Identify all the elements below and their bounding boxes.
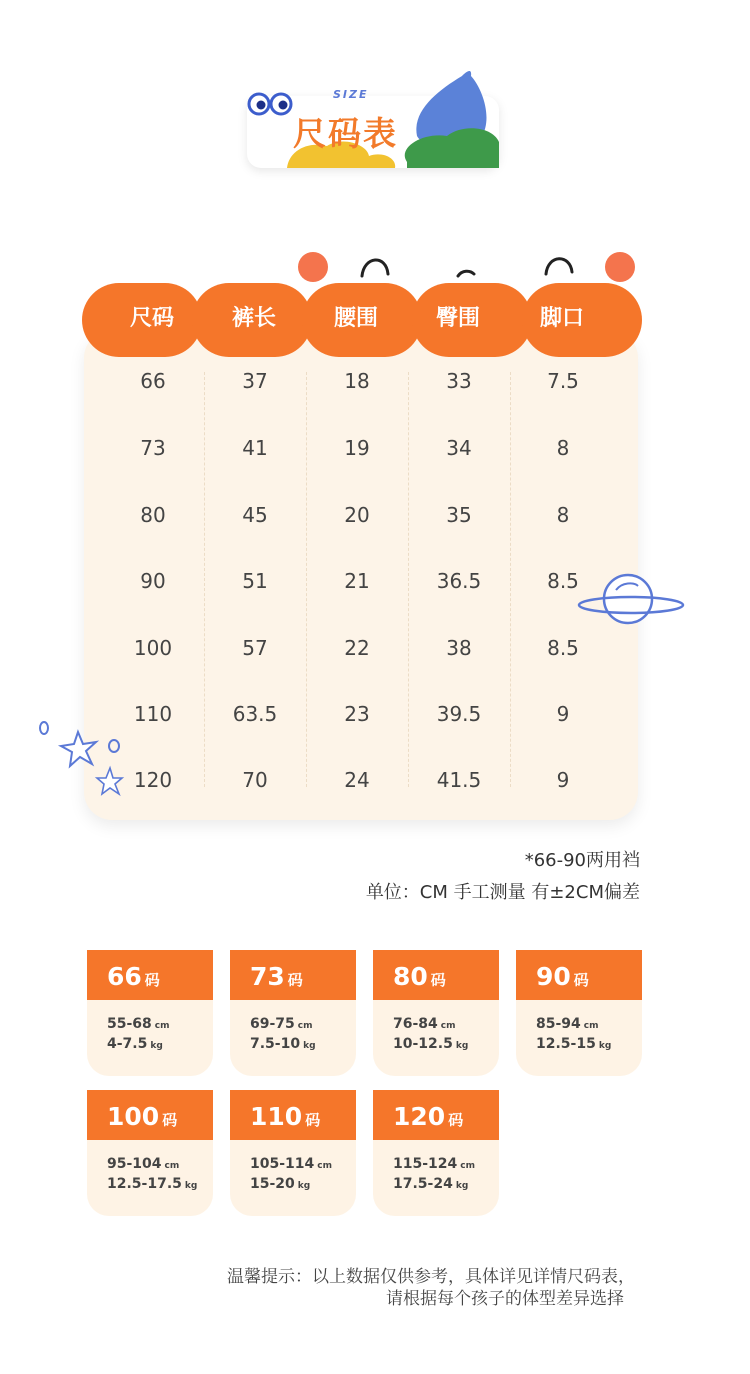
height-range: 115-124 — [393, 1156, 458, 1172]
height-unit: cm — [317, 1161, 332, 1171]
weight-range: 12.5-17.5 — [107, 1176, 182, 1192]
height-unit: cm — [460, 1161, 475, 1171]
cell-size: 100 — [133, 636, 173, 660]
size-card-size — [393, 1102, 463, 1135]
weight-range: 4-7.5 — [107, 1036, 148, 1052]
weight-range: 10-12.5 — [393, 1036, 453, 1052]
table-row — [102, 566, 614, 596]
title-badge — [247, 88, 499, 168]
size-unit: 码 — [448, 1111, 464, 1129]
table-row — [102, 433, 614, 463]
planet-icon — [576, 570, 688, 630]
size-card — [373, 1090, 499, 1216]
weight-unit: kg — [297, 1181, 311, 1191]
unit-note: 单位：CM 手工测量 有±2CM偏差 — [365, 882, 640, 903]
cell-hem: 9 — [556, 768, 570, 792]
cell-hem: 7.5 — [547, 369, 579, 393]
weight-unit: kg — [184, 1181, 198, 1191]
cell-length: 70 — [242, 768, 268, 792]
size-value: 80 — [393, 962, 428, 991]
weight-range: 17.5-24 — [393, 1176, 453, 1192]
cell-hem: 8 — [556, 436, 570, 460]
size-card-weight — [393, 1036, 468, 1052]
weight-range: 15-20 — [250, 1176, 295, 1192]
height-unit: cm — [583, 1021, 599, 1031]
weight-range: 7.5-10 — [250, 1036, 301, 1052]
size-unit: 码 — [573, 971, 589, 989]
cell-waist: 21 — [344, 569, 370, 593]
size-card-size — [250, 1102, 320, 1135]
size-card-weight — [107, 1176, 197, 1192]
cell-hip: 35 — [446, 503, 472, 527]
tip-line-2: 请根据每个孩子的体型差异选择 — [386, 1289, 624, 1309]
cell-waist: 22 — [344, 636, 370, 660]
cell-hem: 8.5 — [547, 569, 579, 593]
table-row — [102, 633, 614, 663]
cell-waist: 24 — [344, 768, 370, 792]
size-card-weight — [393, 1176, 468, 1192]
weight-unit: kg — [598, 1041, 612, 1051]
cell-hip: 36.5 — [436, 569, 482, 593]
size-card-size — [393, 962, 446, 995]
cell-length: 45 — [242, 503, 268, 527]
size-card — [87, 950, 213, 1076]
size-value: 110 — [250, 1102, 303, 1131]
page-title: 尺码表 — [293, 114, 398, 153]
size-card-height — [536, 1016, 599, 1032]
height-range: 69-75 — [250, 1016, 295, 1032]
cell-hem: 8.5 — [547, 636, 579, 660]
size-card-weight — [250, 1176, 310, 1192]
weight-unit: kg — [150, 1041, 163, 1051]
cell-hip: 39.5 — [436, 702, 482, 726]
cell-hem: 8 — [556, 503, 570, 527]
star-icon — [36, 718, 131, 800]
height-unit: cm — [154, 1021, 170, 1031]
height-range: 85-94 — [536, 1016, 581, 1032]
size-card-weight — [536, 1036, 611, 1052]
size-value: 73 — [250, 962, 285, 991]
header-size: 尺码 — [129, 306, 174, 331]
weight-range: 12.5-15 — [536, 1036, 596, 1052]
header-hip: 臀围 — [435, 306, 480, 331]
size-card-height — [250, 1016, 313, 1032]
crotch-note: *66-90两用裆 — [524, 850, 640, 871]
weight-unit: kg — [455, 1041, 469, 1051]
height-range: 55-68 — [107, 1016, 152, 1032]
size-card-height — [393, 1016, 456, 1032]
cell-hip: 41.5 — [436, 768, 482, 792]
cell-hip: 34 — [446, 436, 472, 460]
size-card-height — [107, 1016, 170, 1032]
cell-waist: 18 — [344, 369, 370, 393]
cell-length: 63.5 — [232, 702, 278, 726]
cell-waist: 23 — [344, 702, 370, 726]
cell-hip: 38 — [446, 636, 472, 660]
size-unit: 码 — [162, 1111, 178, 1129]
cell-waist: 20 — [344, 503, 370, 527]
height-unit: cm — [297, 1021, 313, 1031]
cell-size: 73 — [140, 436, 166, 460]
cell-size: 120 — [133, 768, 173, 792]
cell-size: 90 — [140, 569, 166, 593]
height-range: 76-84 — [393, 1016, 438, 1032]
table-header — [82, 283, 642, 357]
size-value: 120 — [393, 1102, 446, 1131]
size-value: 90 — [536, 962, 571, 991]
size-card-height — [250, 1156, 332, 1172]
table-row — [102, 366, 614, 396]
header-length: 裤长 — [231, 306, 276, 331]
header-hem: 脚口 — [539, 306, 584, 331]
height-range: 105-114 — [250, 1156, 315, 1172]
size-card — [230, 950, 356, 1076]
height-unit: cm — [164, 1161, 180, 1171]
size-card-size — [536, 962, 589, 995]
size-card-size — [250, 962, 303, 995]
badge-tag: SIZE — [333, 88, 369, 101]
cell-hip: 33 — [446, 369, 472, 393]
tip-line-1: 温馨提示：以上数据仅供参考，具体详见详情尺码表， — [227, 1267, 635, 1287]
size-card-height — [393, 1156, 475, 1172]
size-card-size — [107, 1102, 177, 1135]
size-unit: 码 — [305, 1111, 321, 1129]
size-unit: 码 — [430, 971, 446, 989]
cell-size: 66 — [140, 369, 166, 393]
weight-unit: kg — [303, 1041, 316, 1051]
table-row — [102, 699, 614, 729]
cell-size: 80 — [140, 503, 166, 527]
cell-length: 57 — [242, 636, 268, 660]
cell-size: 110 — [133, 702, 173, 726]
height-unit: cm — [440, 1021, 456, 1031]
size-card — [516, 950, 642, 1076]
size-card-weight — [250, 1036, 316, 1052]
table-row — [102, 500, 614, 530]
size-unit: 码 — [144, 971, 160, 989]
size-card — [373, 950, 499, 1076]
header-waist: 腰围 — [333, 306, 378, 331]
size-card-weight — [107, 1036, 163, 1052]
cell-length: 51 — [242, 569, 268, 593]
table-row — [102, 765, 614, 795]
cell-length: 37 — [242, 369, 268, 393]
size-card — [230, 1090, 356, 1216]
size-value: 100 — [107, 1102, 160, 1131]
height-range: 95-104 — [107, 1156, 162, 1172]
cell-length: 41 — [242, 436, 268, 460]
size-card — [87, 1090, 213, 1216]
weight-unit: kg — [455, 1181, 469, 1191]
size-value: 66 — [107, 962, 142, 991]
cell-waist: 19 — [344, 436, 370, 460]
size-unit: 码 — [287, 971, 303, 989]
size-card-height — [107, 1156, 179, 1172]
size-card-size — [107, 962, 160, 995]
cell-hem: 9 — [556, 702, 570, 726]
